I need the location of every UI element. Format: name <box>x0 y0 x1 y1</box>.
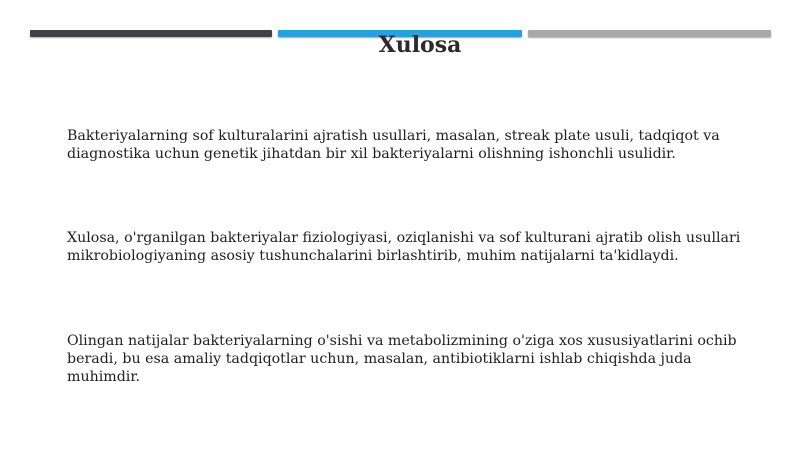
slide-title: Xulosa <box>378 32 462 58</box>
paragraph-3: Olingan natijalar bakteriyalarning o'sishi va metabolizmining o'ziga xos xususiyatlarini ochib beradi, bu esa amaliy tadqiqotlar uchun, masalan, antibiotiklarni ishlab chiqishda juda muhimdir. <box>67 333 737 385</box>
paragraph-2: Xulosa, o'rganilgan bakteriyalar fiziologiyasi, oziqlanishi va sof kulturani ajratib olish usullari mikrobiologiyaning asosiy tushunchalarini birlashtirib, muhim natijalarni ta'kidlaydi. <box>67 230 741 264</box>
paragraph-1: Bakteriyalarning sof kulturalarini ajratish usullari, masalan, streak plate usuli, tadqiqot va diagnostika uchun genetik jihatdan bir xil bakteriyalarni olishning ishonchli usulidir. <box>67 128 720 162</box>
